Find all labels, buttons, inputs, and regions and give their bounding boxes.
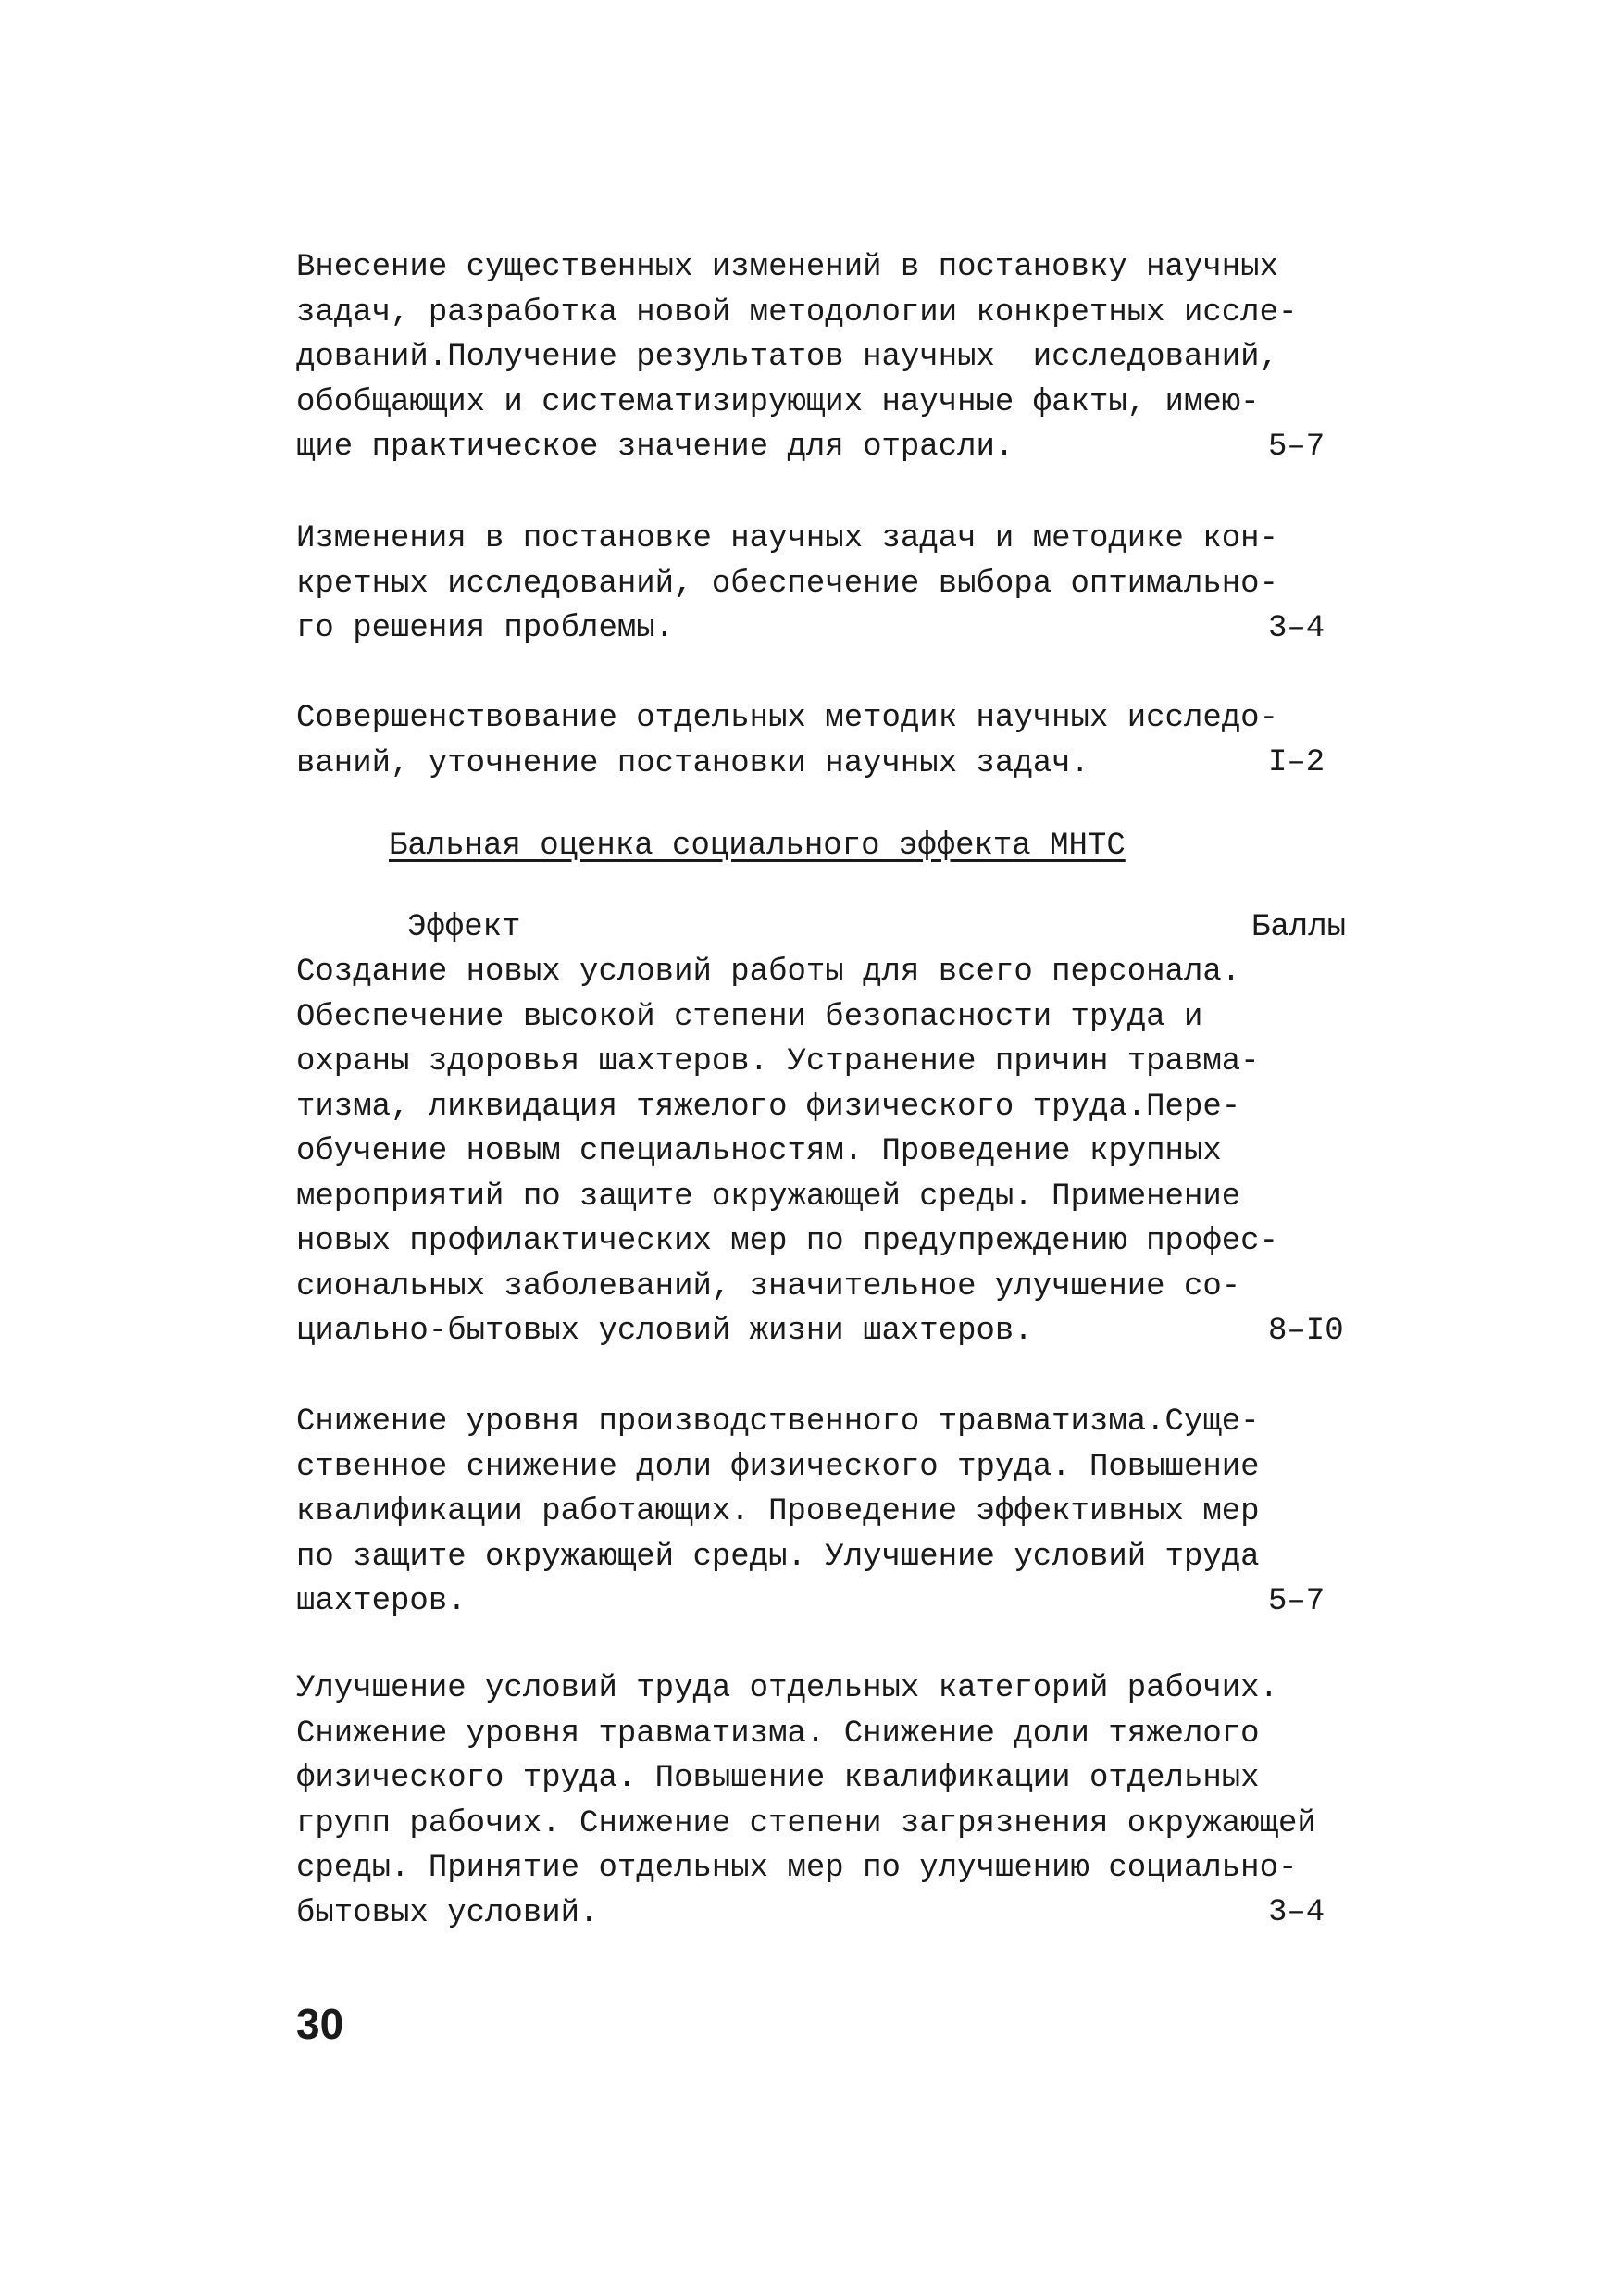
- entry-line: новых профилактических мер по предупреждению профес-: [296, 1224, 1278, 1259]
- entry-line: Внесение существенных изменений в постановку научных: [296, 250, 1278, 285]
- criteria-entry: [296, 1400, 1370, 1625]
- entry-line: тизма, ликвидация тяжелого физического труда.Пере-: [296, 1089, 1241, 1125]
- entry-line: физического труда. Повышение квалификации отдельных: [296, 1761, 1260, 1796]
- entry-line: обучение новым специальностям. Проведение крупных: [296, 1134, 1222, 1169]
- score-value: 5–7: [1268, 1584, 1326, 1619]
- page-number: 30: [296, 2000, 344, 2048]
- entry-line: ственное снижение доли физического труда. Повышение: [296, 1449, 1260, 1485]
- column-header-effect: Эффект: [407, 910, 521, 945]
- entry-line: циально-бытовых условий жизни шахтеров.: [296, 1314, 1033, 1349]
- score-value: 8–I0: [1268, 1314, 1344, 1349]
- entry-line: обобщающих и систематизирующих научные факты, имею-: [296, 384, 1260, 420]
- entry-line: охраны здоровья шахтеров. Устранение причин травма-: [296, 1044, 1260, 1079]
- entry-line: кретных исследований, обеспечение выбора оптимально-: [296, 566, 1278, 602]
- criteria-entry: [296, 245, 1370, 470]
- score-value: I–2: [1268, 745, 1326, 780]
- criteria-entry: [296, 950, 1370, 1354]
- entry-line: Обеспечение высокой степени безопасности труда и: [296, 999, 1203, 1035]
- entry-line: мероприятий по защите окружающей среды. Применение: [296, 1179, 1241, 1215]
- entry-line: по защите окружающей среды. Улучшение условий труда: [296, 1539, 1260, 1575]
- entry-line: Создание новых условий работы для всего персонала.: [296, 955, 1241, 990]
- entry-line: шахтеров.: [296, 1584, 467, 1619]
- score-value: 3–4: [1268, 611, 1326, 646]
- score-value: 3–4: [1268, 1895, 1326, 1930]
- entry-line: бытовых условий.: [296, 1895, 599, 1931]
- column-header-score: Баллы: [1251, 910, 1347, 945]
- criteria-entry: [296, 517, 1370, 652]
- entry-line: дований.Получение результатов научных исследований,: [296, 340, 1278, 375]
- section-heading: Бальная оценка социального эффекта МНТС: [389, 829, 1126, 864]
- entry-line: среды. Принятие отдельных мер по улучшению социально-: [296, 1851, 1298, 1886]
- entry-line: щие практическое значение для отрасли.: [296, 430, 1014, 465]
- entry-line: ваний, уточнение постановки научных задач.: [296, 745, 1089, 781]
- entry-line: задач, разработка новой методологии конкретных иссле-: [296, 294, 1298, 331]
- criteria-entry: [296, 696, 1370, 786]
- entry-line: Совершенствование отдельных методик научных исследо-: [296, 701, 1278, 736]
- entry-line: Снижение уровня производственного травматизма.Суще-: [296, 1404, 1260, 1440]
- entry-line: сиональных заболеваний, значительное улучшение со-: [296, 1268, 1241, 1304]
- entry-line: Улучшение условий труда отдельных категорий рабочих.: [296, 1671, 1278, 1706]
- entry-line: Изменения в постановке научных задач и методике кон-: [296, 521, 1278, 556]
- score-value: 5–7: [1268, 430, 1326, 465]
- criteria-entry: [296, 1666, 1370, 1936]
- entry-line: Снижение уровня травматизма. Снижение доли тяжелого: [296, 1716, 1260, 1752]
- entry-line: го решения проблемы.: [296, 611, 675, 646]
- entry-line: квалификации работающих. Проведение эффективных мер: [296, 1494, 1260, 1529]
- entry-line: групп рабочих. Снижение степени загрязнения окружающей: [296, 1805, 1316, 1841]
